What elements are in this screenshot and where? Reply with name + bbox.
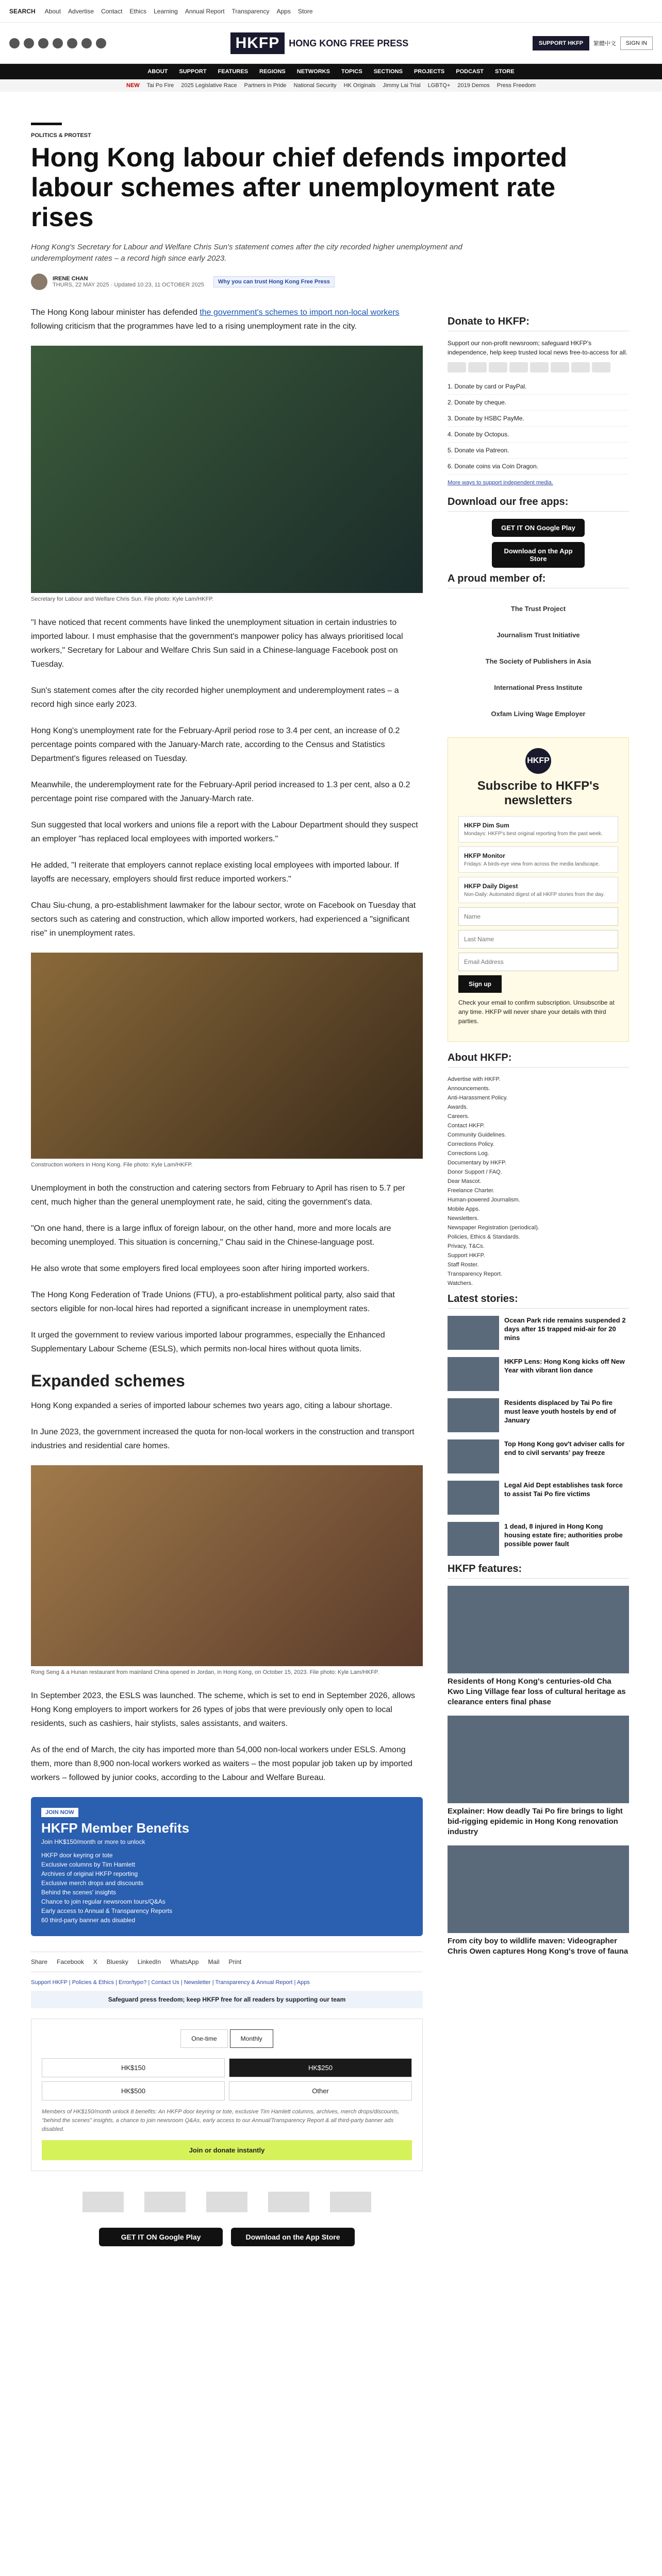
latest-story[interactable] <box>448 1439 629 1473</box>
app-badges <box>31 2228 423 2246</box>
benefit: Behind the scenes' insights <box>41 1889 117 1896</box>
promo-title: HKFP Member Benefits <box>41 1820 190 1836</box>
story-title: Residents displaced by Tai Po fire must leave youth hostels by end of January <box>504 1399 616 1424</box>
story-title: HKFP Lens: Hong Kong kicks off New Year with vibrant lion dance <box>504 1358 625 1374</box>
share-x[interactable]: X <box>93 1958 97 1965</box>
paragraph-text: The Hong Kong labour minister has defended <box>31 308 200 317</box>
sidebar <box>448 306 629 2257</box>
main-nav <box>0 64 662 79</box>
masthead-actions <box>533 36 653 50</box>
story-thumbnail <box>448 1481 499 1515</box>
feature-image <box>448 1586 629 1673</box>
about-link[interactable]: Staff Roster. <box>448 1262 479 1268</box>
story-thumbnail <box>448 1522 499 1556</box>
about-link[interactable]: Policies, Ethics & Standards. <box>448 1234 520 1240</box>
payment-icons <box>448 362 629 372</box>
google-play-badge[interactable]: GET IT ON Google Play <box>99 2228 223 2246</box>
nav-item[interactable]: TOPICS <box>341 69 362 75</box>
membership-promo[interactable] <box>31 1797 423 1936</box>
util-link[interactable]: Store <box>297 7 313 15</box>
about-link[interactable]: Transparency Report. <box>448 1271 502 1277</box>
donate-option[interactable]: 4. Donate by Octopus. <box>448 427 629 443</box>
about-link[interactable]: Documentary by HKFP. <box>448 1160 507 1166</box>
nav-item[interactable]: SECTIONS <box>373 69 403 75</box>
paragraph: Meanwhile, the underemployment rate for the February-April period increased to 1.3 per cent, also a 0.2 percentage point rise compared with the January-March rate. <box>31 781 410 803</box>
newsletter-name: HKFP Dim Sum <box>464 822 509 829</box>
fps-icon <box>592 362 610 372</box>
donate-text: Support our non-profit newsroom; safeguard HKFP's independence, help keep trusted local news free-to-access for all. <box>448 340 627 356</box>
story-thumbnail <box>448 1357 499 1391</box>
donate-option[interactable]: 2. Donate by cheque. <box>448 395 629 411</box>
share-linkedin[interactable]: LinkedIn <box>137 1958 161 1965</box>
paragraph: He also wrote that some employers fired local employees soon after hiring imported workers. <box>31 1264 370 1273</box>
util-link[interactable]: Transparency <box>231 7 270 15</box>
sidebar-heading: A proud member of: <box>448 573 629 588</box>
inline-link[interactable]: the government's schemes to import non-local workers <box>200 308 400 317</box>
newsletter-name: HKFP Monitor <box>464 852 505 859</box>
paragraph <box>31 306 423 333</box>
search-link[interactable]: SEARCH <box>9 7 36 15</box>
latest-story[interactable] <box>448 1316 629 1350</box>
sidebar-heading: Download our free apps: <box>448 496 629 512</box>
nav-item[interactable]: PROJECTS <box>413 69 445 75</box>
newsletter-logo: HKFP <box>525 748 551 774</box>
last-name-input[interactable] <box>458 930 618 948</box>
feature-image <box>448 1716 629 1803</box>
donate-option[interactable]: 1. Donate by card or PayPal. <box>448 379 629 395</box>
newsletter-desc: Fridays: A birds-eye view from across the media landscape. <box>464 861 600 867</box>
benefit: Exclusive merch drops and discounts <box>41 1879 144 1887</box>
promo-sub: Join HK$150/month or more to unlock <box>41 1838 145 1845</box>
sidebar-heading: Donate to HKFP: <box>448 316 629 331</box>
newsletter-option[interactable] <box>458 816 618 842</box>
google-play-badge[interactable]: GET IT ON Google Play <box>492 519 585 537</box>
section-heading: Expanded schemes <box>31 1371 185 1390</box>
share-bar <box>31 1952 423 1972</box>
app-store-badge[interactable]: Download on the App Store <box>492 542 585 568</box>
tab-monthly[interactable]: Monthly <box>230 2029 273 2048</box>
about-link[interactable]: Careers. <box>448 1113 470 1120</box>
newsletter-option[interactable] <box>458 877 618 903</box>
share-label: Share <box>31 1958 48 1965</box>
nav-item[interactable]: NETWORKS <box>296 69 330 75</box>
util-link[interactable]: Apps <box>276 7 291 15</box>
partner-logos <box>31 2181 423 2223</box>
share-mail[interactable]: Mail <box>208 1958 220 1965</box>
site-logo[interactable] <box>230 32 409 54</box>
feature-title: From city boy to wildlife maven: Videographer Chris Owen captures Hong Kong's trove of fauna <box>448 1937 628 1956</box>
story-title: Ocean Park ride remains suspended 2 days after 15 trapped mid-air for 20 mins <box>504 1316 626 1342</box>
octopus-icon <box>571 362 590 372</box>
about-link[interactable]: Contact HKFP. <box>448 1123 485 1129</box>
member-logo[interactable]: Oxfam Living Wage Employer <box>491 710 586 718</box>
feature-story[interactable] <box>448 1845 629 1957</box>
trust-button[interactable]: Why you can trust Hong Kong Free Press <box>213 276 335 287</box>
util-link[interactable]: Annual Report <box>185 7 225 15</box>
latest-story[interactable] <box>448 1398 629 1432</box>
topic-nav <box>0 79 662 92</box>
about-link[interactable]: Support HKFP. <box>448 1252 485 1259</box>
partner-logo[interactable] <box>330 2192 371 2212</box>
signup-button[interactable]: Sign up <box>458 975 502 993</box>
newsletter-name: HKFP Daily Digest <box>464 883 518 890</box>
photo-caption: Construction workers in Hong Kong. File photo: Kyle Lam/HKFP. <box>31 1162 193 1168</box>
story-title: Top Hong Kong gov't adviser calls for end to civil servants' pay freeze <box>504 1440 625 1456</box>
story-thumbnail <box>448 1316 499 1350</box>
amex-icon <box>489 362 507 372</box>
amount-options <box>42 2058 412 2100</box>
partner-logo[interactable] <box>144 2192 186 2212</box>
newsletter-desc: Non-Daily: Automated digest of all HKFP stories from the day. <box>464 892 605 897</box>
nav-item[interactable]: ABOUT <box>147 69 168 75</box>
nav-item[interactable]: PODCAST <box>456 69 484 75</box>
linkedin-icon[interactable] <box>81 38 92 48</box>
util-link[interactable]: About <box>44 7 61 15</box>
paragraph: Hong Kong expanded a series of imported labour schemes two years ago, citing a labour shortage. <box>31 1401 392 1410</box>
article-photo-restaurant <box>31 1465 423 1666</box>
topic-link[interactable]: LGBTQ+ <box>427 82 451 89</box>
about-link[interactable]: Anti-Harassment Policy. <box>448 1095 508 1101</box>
feature-title: Explainer: How deadly Tai Po fire brings to light bid-rigging epidemic in Hong Kong renovation industry <box>448 1807 623 1836</box>
latest-story[interactable] <box>448 1357 629 1391</box>
about-link[interactable]: Community Guidelines. <box>448 1132 506 1138</box>
x-icon[interactable] <box>24 38 34 48</box>
paragraph: The Hong Kong Federation of Trade Unions (FTU), a pro-establishment political party, also said that sectors eligible for non-local hires had reported a significant increase in unemployment rates. <box>31 1291 395 1313</box>
donate-option[interactable]: 5. Donate via Patreon. <box>448 443 629 459</box>
article-kicker[interactable]: POLITICS & PROTEST <box>31 132 91 139</box>
topic-link[interactable]: 2019 Demos <box>457 82 490 89</box>
newsletter-option[interactable] <box>458 846 618 873</box>
byline <box>31 274 631 290</box>
signin-button[interactable]: SIGN IN <box>620 37 653 50</box>
share-print[interactable]: Print <box>228 1958 242 1965</box>
util-link[interactable]: Learning <box>154 7 178 15</box>
mastercard-icon <box>448 362 466 372</box>
topic-link[interactable]: Jimmy Lai Trial <box>383 82 421 89</box>
topic-link[interactable]: HK Originals <box>343 82 376 89</box>
about-link[interactable]: Freelance Charter. <box>448 1188 495 1194</box>
member-logo[interactable]: International Press Institute <box>494 684 583 691</box>
about-link[interactable]: Corrections Log. <box>448 1150 489 1157</box>
newsletter-note: Check your email to confirm subscription. Unsubscribe at any time. HKFP will never share your details with third parties. <box>458 999 615 1025</box>
feature-title: Residents of Hong Kong's centuries-old Cha Kwo Ling Village fear loss of cultural heritage as clearance enters final phase <box>448 1677 626 1706</box>
share-bluesky[interactable]: Bluesky <box>106 1958 128 1965</box>
donate-option[interactable]: 6. Donate coins via Coin Dragon. <box>448 459 629 474</box>
member-logo[interactable]: The Trust Project <box>510 605 566 613</box>
sidebar-heading: Latest stories: <box>448 1293 629 1309</box>
photo-caption: Secretary for Labour and Welfare Chris Sun. File photo: Kyle Lam/HKFP. <box>31 596 214 602</box>
article-footer-links[interactable]: Support HKFP | Policies & Ethics | Error/typo? | Contact Us | Newsletter | Transparency & Annual Report | Apps <box>31 1979 310 1986</box>
article-photo-chris-sun <box>31 346 423 593</box>
paragraph: Sun's statement comes after the city recorded higher unemployment and underemployment rates – a record high since early 2023. <box>31 686 399 709</box>
feature-story[interactable] <box>448 1716 629 1837</box>
about-link[interactable]: Awards. <box>448 1104 468 1110</box>
logo-mark: HKFP <box>230 32 285 54</box>
masthead <box>0 23 662 64</box>
promo-benefits <box>41 1852 189 1924</box>
story-title: Legal Aid Dept establishes task force to assist Tai Po fire victims <box>504 1481 623 1498</box>
benefit: Archives of original HKFP reporting <box>41 1870 138 1877</box>
latest-story[interactable] <box>448 1522 629 1556</box>
sidebar-heading: HKFP features: <box>448 1563 629 1579</box>
nav-item[interactable]: FEATURES <box>218 69 249 75</box>
paragraph: In June 2023, the government increased the quota for non-local workers in the construction and transport industries and residential care homes. <box>31 1428 415 1450</box>
share-facebook[interactable]: Facebook <box>57 1958 84 1965</box>
latest-story[interactable] <box>448 1481 629 1515</box>
story-thumbnail <box>448 1439 499 1473</box>
visa-icon <box>468 362 487 372</box>
share-whatsapp[interactable]: WhatsApp <box>170 1958 199 1965</box>
instagram-icon[interactable] <box>38 38 48 48</box>
bluesky-icon[interactable] <box>96 38 106 48</box>
article-body <box>31 306 423 2257</box>
header-rule <box>31 123 62 125</box>
about-link[interactable]: Newsletters. <box>448 1215 479 1222</box>
newsletter-signup <box>448 737 629 1042</box>
about-link[interactable]: Human-powered Journalism. <box>448 1197 520 1203</box>
article-standfirst: Hong Kong's Secretary for Labour and Welfare Chris Sun's statement comes after the city recorded higher unemployment and underemployment rates – a record high since early 2023. <box>31 243 462 263</box>
support-button[interactable]: SUPPORT HKFP <box>533 36 589 50</box>
story-title: 1 dead, 8 injured in Hong Kong housing estate fire; authorities probe possible power fault <box>504 1522 623 1548</box>
topic-link[interactable]: 2025 Legislative Race <box>181 82 237 89</box>
author-name[interactable]: IRENE CHAN <box>53 276 88 282</box>
util-link[interactable]: Ethics <box>129 7 147 15</box>
social-icons <box>9 38 106 48</box>
feature-image <box>448 1845 629 1933</box>
more-ways-link[interactable]: More ways to support independent media. <box>448 480 553 486</box>
benefit: Exclusive columns by Tim Hamlett <box>41 1861 136 1868</box>
about-link[interactable]: Advertise with HKFP. <box>448 1076 501 1082</box>
about-link[interactable]: Corrections Policy. <box>448 1141 494 1147</box>
partner-logo[interactable] <box>82 2192 124 2212</box>
donation-widget <box>31 2019 423 2171</box>
topic-link[interactable]: Press Freedom <box>496 82 536 89</box>
top-utility-bar <box>0 0 662 23</box>
about-link[interactable]: Privacy, T&Cs. <box>448 1243 485 1249</box>
about-link[interactable]: Dear Mascot. <box>448 1178 482 1184</box>
partner-logo[interactable] <box>206 2192 247 2212</box>
topic-link[interactable]: Partners in Pride <box>244 82 287 89</box>
member-logo[interactable]: The Society of Publishers in Asia <box>485 657 591 665</box>
utility-links <box>45 8 313 15</box>
threads-icon[interactable] <box>53 38 63 48</box>
amount-option[interactable]: HK$500 <box>42 2081 225 2100</box>
member-logo[interactable]: Journalism Trust Initiative <box>496 631 580 639</box>
paragraph-text: following criticism that the programmes have led to a rising unemployment rate in the city. <box>31 322 357 331</box>
content-columns <box>0 306 662 2257</box>
about-links <box>448 1075 629 1288</box>
util-link[interactable]: Advertise <box>68 7 94 15</box>
paypal-icon <box>530 362 549 372</box>
benefit: Early access to Annual & Transparency Reports <box>41 1907 173 1914</box>
about-link[interactable]: Watchers. <box>448 1280 473 1286</box>
facebook-icon[interactable] <box>9 38 20 48</box>
paragraph: Sun suggested that local workers and unions file a report with the Labour Department should they suspect an employer "has replaced local employees with imported workers." <box>31 821 418 843</box>
story-thumbnail <box>448 1398 499 1432</box>
paragraph: Hong Kong's unemployment rate for the February-April period rose to 3.4 per cent, an increase of 0.2 percentage points compared with the January-March rate, according to the Census and Statistics Department's figures released on Tuesday. <box>31 726 400 763</box>
jcb-icon <box>509 362 528 372</box>
safeguard-banner: Safeguard press freedom; keep HKFP free for all readers by supporting our team <box>31 1991 423 2008</box>
paragraph: In September 2023, the ESLS was launched. The scheme, which is set to end in September 2026, allows Hong Kong employers to import workers for 26 types of jobs that were previously only open to local residents, such as cashiers, hair stylists, sales assistants, and waiters. <box>31 1691 416 1728</box>
donation-note: Members of HK$150/month unlock 8 benefits: An HKFP door keyring or tote, exclusive Tim Hamlett columns, archives, merch drops/discounts, "behind the scenes" insights, a chance to join newsroom Q&As, early access to our Annual/Transparency Report & all third-party banner ads disabled. <box>42 2109 400 2132</box>
paragraph: He added, "I reiterate that employers cannot replace existing local employees with imported labour. If layoffs are necessary, employers should first reduce imported workers." <box>31 861 399 884</box>
logo-text: HONG KONG FREE PRESS <box>289 38 409 48</box>
nav-item[interactable]: REGIONS <box>259 69 286 75</box>
topic-link[interactable]: National Security <box>293 82 337 89</box>
photo-caption: Rong Seng & a Hunan restaurant from mainland China opened in Jordan, in Hong Kong, on October 15, 2023. File photo: Kyle Lam/HKFP. <box>31 1669 379 1675</box>
about-link[interactable]: Donor Support / FAQ. <box>448 1169 502 1175</box>
benefit: 60 third-party banner ads disabled <box>41 1917 136 1924</box>
donate-button[interactable]: Join or donate instantly <box>42 2140 412 2160</box>
youtube-icon[interactable] <box>67 38 77 48</box>
new-label: NEW <box>126 82 140 89</box>
publish-date: THURS, 22 MAY 2025 · Updated 10:23, 11 OCTOBER 2025 <box>53 282 204 288</box>
about-link[interactable]: Announcements. <box>448 1086 490 1092</box>
paragraph: Unemployment in both the construction and catering sectors from February to April has risen to 5.7 per cent, much higher than the general unemployment rate, he said, citing the government's data. <box>31 1184 405 1207</box>
newsletter-title: Subscribe to HKFP's newsletters <box>477 779 600 807</box>
paragraph: Chau Siu-chung, a pro-establishment lawmaker for the labour sector, wrote on Facebook on Tuesday that sectors such as catering and construction, which allow imported workers, had experienced a "significant rise" in unemployment rates. <box>31 901 416 938</box>
feature-story[interactable] <box>448 1586 629 1707</box>
paragraph: It urged the government to review various imported labour programmes, especially the Enhanced Supplementary Labour Scheme (ESLS), which permits non-local hires without quota limits. <box>31 1331 385 1353</box>
article-title: Hong Kong labour chief defends imported labour schemes after unemployment rate rises <box>31 143 567 232</box>
nav-item[interactable]: SUPPORT <box>179 69 207 75</box>
about-link[interactable]: Newspaper Registration (periodical). <box>448 1225 539 1231</box>
amount-option[interactable]: Other <box>229 2081 412 2100</box>
amount-option-selected[interactable]: HK$250 <box>229 2058 412 2077</box>
promo-label: JOIN NOW <box>41 1808 78 1817</box>
util-link[interactable]: Contact <box>101 7 123 15</box>
partner-logo[interactable] <box>268 2192 309 2212</box>
author-avatar <box>31 274 47 290</box>
newsletter-desc: Mondays: HKFP's best original reporting from the past week. <box>464 831 603 837</box>
payme-icon <box>551 362 569 372</box>
topic-link[interactable]: Tai Po Fire <box>146 82 174 89</box>
sidebar-heading: About HKFP: <box>448 1052 629 1067</box>
donate-option[interactable]: 3. Donate by HSBC PayMe. <box>448 411 629 427</box>
email-input[interactable] <box>458 953 618 971</box>
benefit: Chance to join regular newsroom tours/Q&As <box>41 1898 166 1905</box>
amount-option[interactable]: HK$150 <box>42 2058 225 2077</box>
article-header <box>0 92 662 290</box>
about-link[interactable]: Mobile Apps. <box>448 1206 480 1212</box>
name-input[interactable] <box>458 907 618 926</box>
language-link[interactable]: 繁體中文 <box>593 40 617 47</box>
app-store-badge[interactable]: Download on the App Store <box>231 2228 355 2246</box>
paragraph: "I have noticed that recent comments have linked the unemployment situation in certain industries to imported labour. I must emphasise that the government's manpower policy has always prioritised local workers," Secretary for Labour and Welfare Chris Sun said in a Chinese-language Facebook post on Tuesday. <box>31 618 403 669</box>
nav-item[interactable]: STORE <box>495 69 515 75</box>
paragraph: As of the end of March, the city has imported more than 54,000 non-local workers under ESLS. Among them, more than 8,900 non-local workers worked as waiters – the most popular job taken up by imported workers – followed by junior cooks, according to the Labour and Welfare Bureau. <box>31 1745 412 1782</box>
benefit: HKFP door keyring or tote <box>41 1852 113 1859</box>
frequency-toggle <box>42 2029 412 2048</box>
tab-one-time[interactable]: One-time <box>180 2029 227 2048</box>
article-photo-construction <box>31 953 423 1159</box>
paragraph: "On one hand, there is a large influx of foreign labour, on the other hand, more and more locals are becoming unemployed. This situation is concerning," Chau said in the Chinese-language post. <box>31 1224 391 1247</box>
